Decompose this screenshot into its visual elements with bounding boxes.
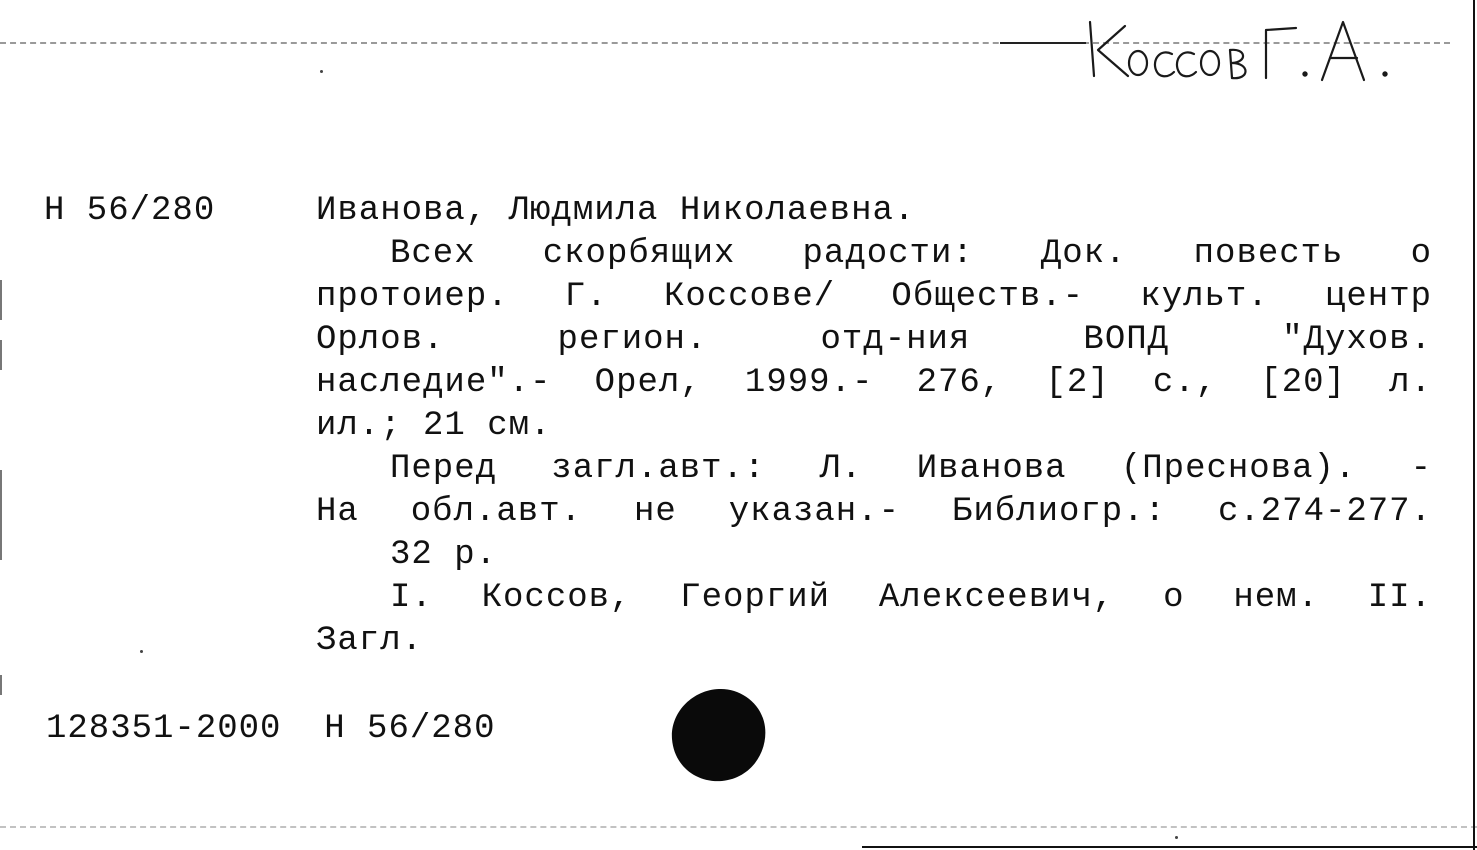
left-margin-mark [0,340,2,370]
inventory-line [46,708,495,751]
description-line: наследие".- Орел, 1999.- 276, [2] с., [20] л. [316,364,1432,402]
scan-speck [140,650,143,653]
bottom-dashed-rule [0,826,1477,828]
inventory-number: 128351-2000 [46,710,282,748]
note-line: Перед загл.авт.: Л. Иванова (Преснова). - [390,450,1432,488]
left-margin-mark [0,675,2,695]
punch-hole [670,687,768,783]
note-line: На обл.авт. не указан.- Библиогр.: с.274-277. [316,493,1432,531]
call-number: Н 56/280 [44,192,216,230]
description-line: Орлов. регион. отд-ния ВОПД "Духов. [316,321,1432,359]
card-bottom-edge [862,846,1477,848]
description-line: протоиер. Г. Коссове/ Обществ.- культ. центр [316,278,1432,316]
tracing-line: Загл. [316,622,424,660]
inventory-call-number: Н 56/280 [324,710,496,748]
left-margin-mark [0,280,2,320]
price: 32 р. [390,536,498,574]
description-line: Всех скорбящих радости: Док. повесть о [390,235,1432,273]
card-right-edge [1473,0,1475,850]
tracing-line: I. Коссов, Георгий Алексеевич, о нем. II. [390,579,1432,617]
author-heading: Иванова, Людмила Николаевна. [316,192,916,230]
description-line: ил.; 21 см. [316,407,552,445]
handwritten-signature [0,0,1477,110]
left-margin-mark [0,470,2,560]
scan-speck [1175,836,1178,839]
